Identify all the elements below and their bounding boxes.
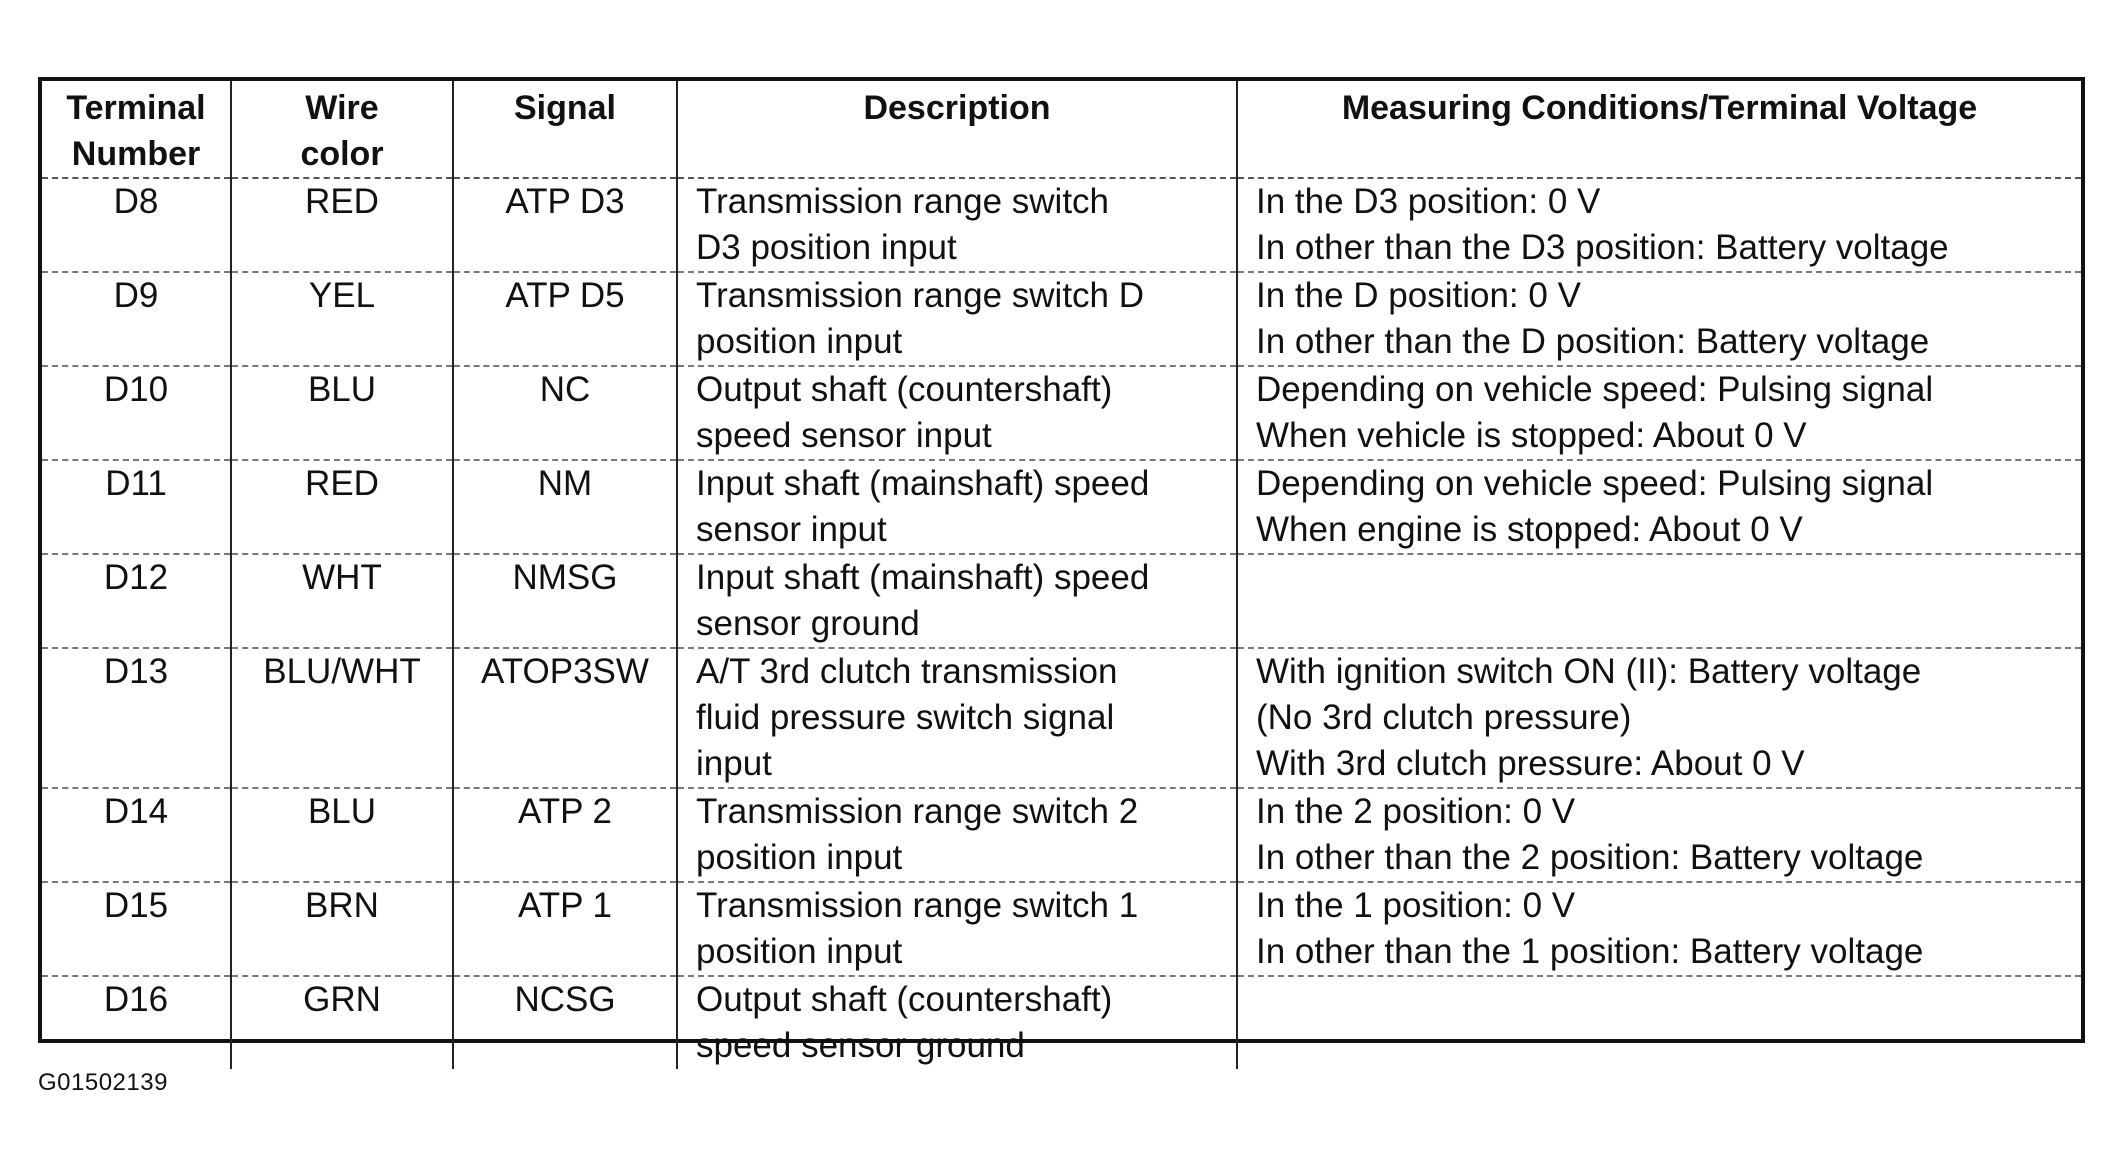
conditions-line: In other than the D3 position: Battery voltage	[1256, 228, 1949, 267]
conditions-cell	[1237, 788, 2081, 882]
signal-cell: ATP 1	[453, 882, 677, 976]
description-line: Input shaft (mainshaft) speed	[696, 464, 1150, 503]
description-line: speed sensor ground	[696, 1026, 1025, 1065]
table-row	[42, 648, 2081, 788]
header-row	[42, 81, 2081, 178]
conditions-cell	[1237, 272, 2081, 366]
description-cell	[677, 788, 1237, 882]
description-line: Transmission range switch 2	[696, 792, 1139, 831]
terminal-number-cell: D13	[42, 648, 231, 788]
description-cell	[677, 976, 1237, 1069]
description-cell	[677, 882, 1237, 976]
conditions-line: Depending on vehicle speed: Pulsing signal	[1256, 464, 1934, 503]
header-wire-color	[231, 81, 453, 178]
conditions-cell	[1237, 366, 2081, 460]
header-description: Description	[677, 81, 1237, 178]
wire-color-cell: YEL	[231, 272, 453, 366]
terminal-number-cell: D12	[42, 554, 231, 648]
description-line: fluid pressure switch signal	[696, 698, 1115, 737]
signal-cell: ATP 2	[453, 788, 677, 882]
header-terminal-line-1: Terminal	[66, 89, 206, 127]
signal-cell: NMSG	[453, 554, 677, 648]
description-line: Output shaft (countershaft)	[696, 370, 1113, 409]
table-row	[42, 554, 2081, 648]
table-row	[42, 178, 2081, 272]
header-measuring-conditions: Measuring Conditions/Terminal Voltage	[1237, 81, 2081, 178]
description-line: Output shaft (countershaft)	[696, 980, 1113, 1019]
conditions-line: When vehicle is stopped: About 0 V	[1256, 416, 1807, 455]
signal-cell: NC	[453, 366, 677, 460]
terminal-number-cell: D11	[42, 460, 231, 554]
wire-color-cell: RED	[231, 460, 453, 554]
conditions-cell	[1237, 178, 2081, 272]
conditions-line: In other than the 1 position: Battery voltage	[1256, 932, 1924, 971]
description-line: position input	[696, 932, 903, 971]
conditions-cell	[1237, 976, 2081, 1069]
figure-id: G01502139	[38, 1069, 168, 1096]
wire-color-cell: BLU	[231, 366, 453, 460]
conditions-cell	[1237, 648, 2081, 788]
description-cell	[677, 554, 1237, 648]
description-line: Input shaft (mainshaft) speed	[696, 558, 1150, 597]
terminal-number-cell: D9	[42, 272, 231, 366]
description-line: input	[696, 744, 772, 783]
terminal-table	[42, 81, 2081, 1069]
conditions-cell	[1237, 882, 2081, 976]
wire-color-cell: WHT	[231, 554, 453, 648]
conditions-line: With ignition switch ON (II): Battery voltage	[1256, 652, 1922, 691]
description-cell	[677, 366, 1237, 460]
table-body	[42, 178, 2081, 1069]
signal-cell: ATP D3	[453, 178, 677, 272]
table-row	[42, 366, 2081, 460]
table-row	[42, 976, 2081, 1069]
header-wire-line-1: Wire	[305, 89, 379, 127]
description-cell	[677, 460, 1237, 554]
terminal-number-cell: D15	[42, 882, 231, 976]
description-line: speed sensor input	[696, 416, 992, 455]
wire-color-cell: RED	[231, 178, 453, 272]
header-terminal-number	[42, 81, 231, 178]
conditions-line: Depending on vehicle speed: Pulsing signal	[1256, 370, 1934, 409]
wire-color-cell: BLU/WHT	[231, 648, 453, 788]
terminal-table-frame	[38, 77, 2085, 1065]
conditions-line: In other than the D position: Battery voltage	[1256, 322, 1930, 361]
header-terminal-line-2: Number	[71, 135, 201, 173]
table-row	[42, 460, 2081, 554]
wire-color-cell: BLU	[231, 788, 453, 882]
signal-cell: NCSG	[453, 976, 677, 1069]
header-wire-line-2: color	[300, 135, 384, 173]
description-cell	[677, 648, 1237, 788]
terminal-number-cell: D16	[103, 980, 169, 1019]
terminal-number-cell: D10	[42, 366, 231, 460]
wire-color-cell: GRN	[231, 976, 453, 1069]
conditions-line: When engine is stopped: About 0 V	[1256, 510, 1803, 549]
conditions-line: In the 2 position: 0 V	[1256, 792, 1576, 831]
description-cell	[677, 178, 1237, 272]
wire-color-cell: BRN	[231, 882, 453, 976]
description-line: D3 position input	[696, 228, 957, 267]
description-line: Transmission range switch D	[696, 276, 1145, 315]
terminal-number-cell: D14	[42, 788, 231, 882]
conditions-line: (No 3rd clutch pressure)	[1256, 698, 1632, 737]
conditions-cell	[1237, 460, 2081, 554]
signal-cell: ATOP3SW	[453, 648, 677, 788]
conditions-line: In the D position: 0 V	[1256, 276, 1581, 315]
description-line: Transmission range switch	[696, 182, 1110, 221]
description-line: Transmission range switch 1	[696, 886, 1139, 925]
conditions-line: In the D3 position: 0 V	[1256, 182, 1601, 221]
description-line: position input	[696, 838, 903, 877]
header-signal: Signal	[453, 81, 677, 178]
description-cell	[677, 272, 1237, 366]
description-line: sensor ground	[696, 604, 920, 643]
terminal-number-cell: D8	[42, 178, 231, 272]
table-header	[42, 81, 2081, 178]
conditions-line: With 3rd clutch pressure: About 0 V	[1256, 744, 1805, 783]
conditions-line: In other than the 2 position: Battery voltage	[1256, 838, 1924, 877]
table-row	[42, 272, 2081, 366]
conditions-line: In the 1 position: 0 V	[1256, 886, 1576, 925]
table-row	[42, 882, 2081, 976]
signal-cell: ATP D5	[453, 272, 677, 366]
description-line: sensor input	[696, 510, 887, 549]
description-line: position input	[696, 322, 903, 361]
conditions-cell	[1237, 554, 2081, 648]
signal-cell: NM	[453, 460, 677, 554]
table-row	[42, 788, 2081, 882]
description-line: A/T 3rd clutch transmission	[696, 652, 1118, 691]
